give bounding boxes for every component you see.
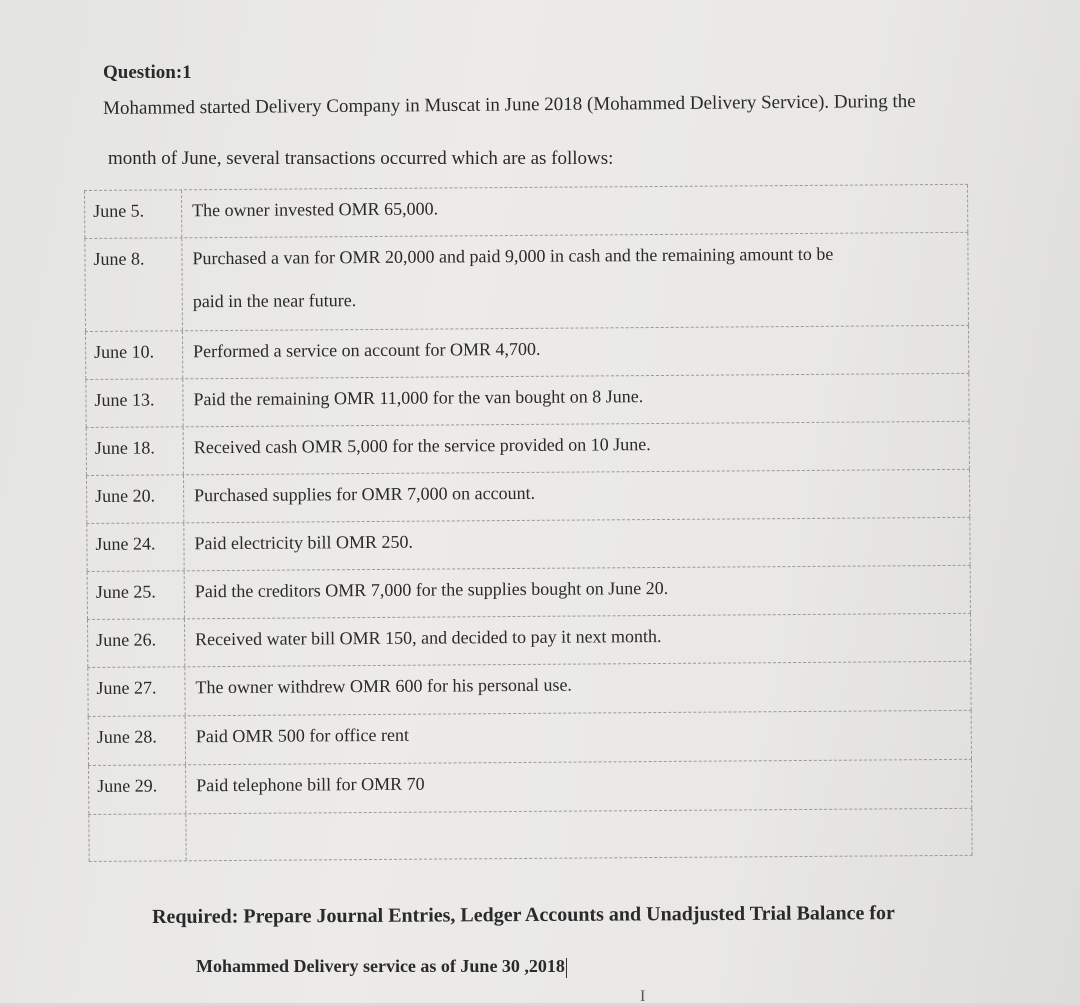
transaction-date: June 26. (87, 619, 185, 667)
table-row (88, 710, 972, 765)
table-row-empty (88, 808, 972, 862)
intro-line-2: month of June, several transactions occurred which are as follows: (108, 148, 614, 169)
table-row (84, 184, 968, 238)
transaction-description: Performed a service on account for OMR 4,700. (183, 326, 969, 378)
transaction-description: Paid the creditors OMR 7,000 for the supplies bought on June 20. (185, 566, 971, 618)
transaction-date: June 13. (85, 379, 183, 427)
intro-line-1: Mohammed started Delivery Company in Muscat in June 2018 (Mohammed Delivery Service). During the (103, 90, 916, 119)
transaction-date: June 29. (88, 765, 186, 814)
transaction-description: The owner invested OMR 65,000. (182, 185, 968, 237)
transaction-description: Purchased supplies for OMR 7,000 on account. (184, 470, 970, 522)
transaction-description: Paid telephone bill for OMR 70 (186, 760, 972, 813)
table-row (86, 421, 970, 475)
table-row (85, 373, 969, 427)
text-caret (566, 958, 567, 978)
transaction-description-line-2: paid in the near future. (192, 290, 357, 312)
table-row (86, 517, 970, 571)
transaction-description: Received cash OMR 5,000 for the service provided on 10 June. (184, 422, 970, 474)
transaction-date: June 24. (86, 523, 184, 571)
transaction-date: June 25. (87, 571, 185, 619)
table-row (86, 469, 970, 523)
transaction-description (186, 809, 972, 860)
required-line-2[interactable] (196, 956, 567, 978)
table-row (85, 325, 969, 379)
transaction-date: June 18. (86, 427, 184, 475)
transactions-table (84, 184, 973, 862)
transaction-description: The owner withdrew OMR 600 for his personal use. (185, 662, 971, 715)
transaction-description: Paid OMR 500 for office rent (186, 711, 972, 764)
question-title: Question:1 (103, 62, 192, 83)
table-row (87, 613, 971, 667)
transaction-date: June 8. (84, 238, 183, 331)
table-row (84, 232, 969, 331)
transaction-description: Paid the remaining OMR 11,000 for the van bought on 8 June. (183, 374, 969, 426)
transaction-date: June 10. (85, 331, 183, 379)
transaction-description: Paid electricity bill OMR 250. (184, 518, 970, 570)
transaction-date: June 28. (88, 716, 186, 765)
required-line-1: Required: Prepare Journal Entries, Ledger Accounts and Unadjusted Trial Balance for (152, 902, 895, 928)
transaction-date (88, 814, 186, 861)
table-row (87, 565, 971, 619)
transaction-description: Received water bill OMR 150, and decided to pay it next month. (185, 614, 971, 666)
required-line-2-text: Mohammed Delivery service as of June 30 ,2018 (196, 956, 565, 976)
table-row (87, 661, 971, 716)
table-row (88, 759, 972, 814)
transaction-date: June 20. (86, 475, 184, 523)
transaction-description (182, 233, 969, 330)
transaction-description-line-1: Purchased a van for OMR 20,000 and paid 9,000 in cash and the remaining amount to be (192, 243, 834, 269)
text-cursor-icon: I (640, 988, 646, 1005)
transaction-date: June 5. (84, 190, 182, 238)
transaction-date: June 27. (87, 667, 185, 716)
